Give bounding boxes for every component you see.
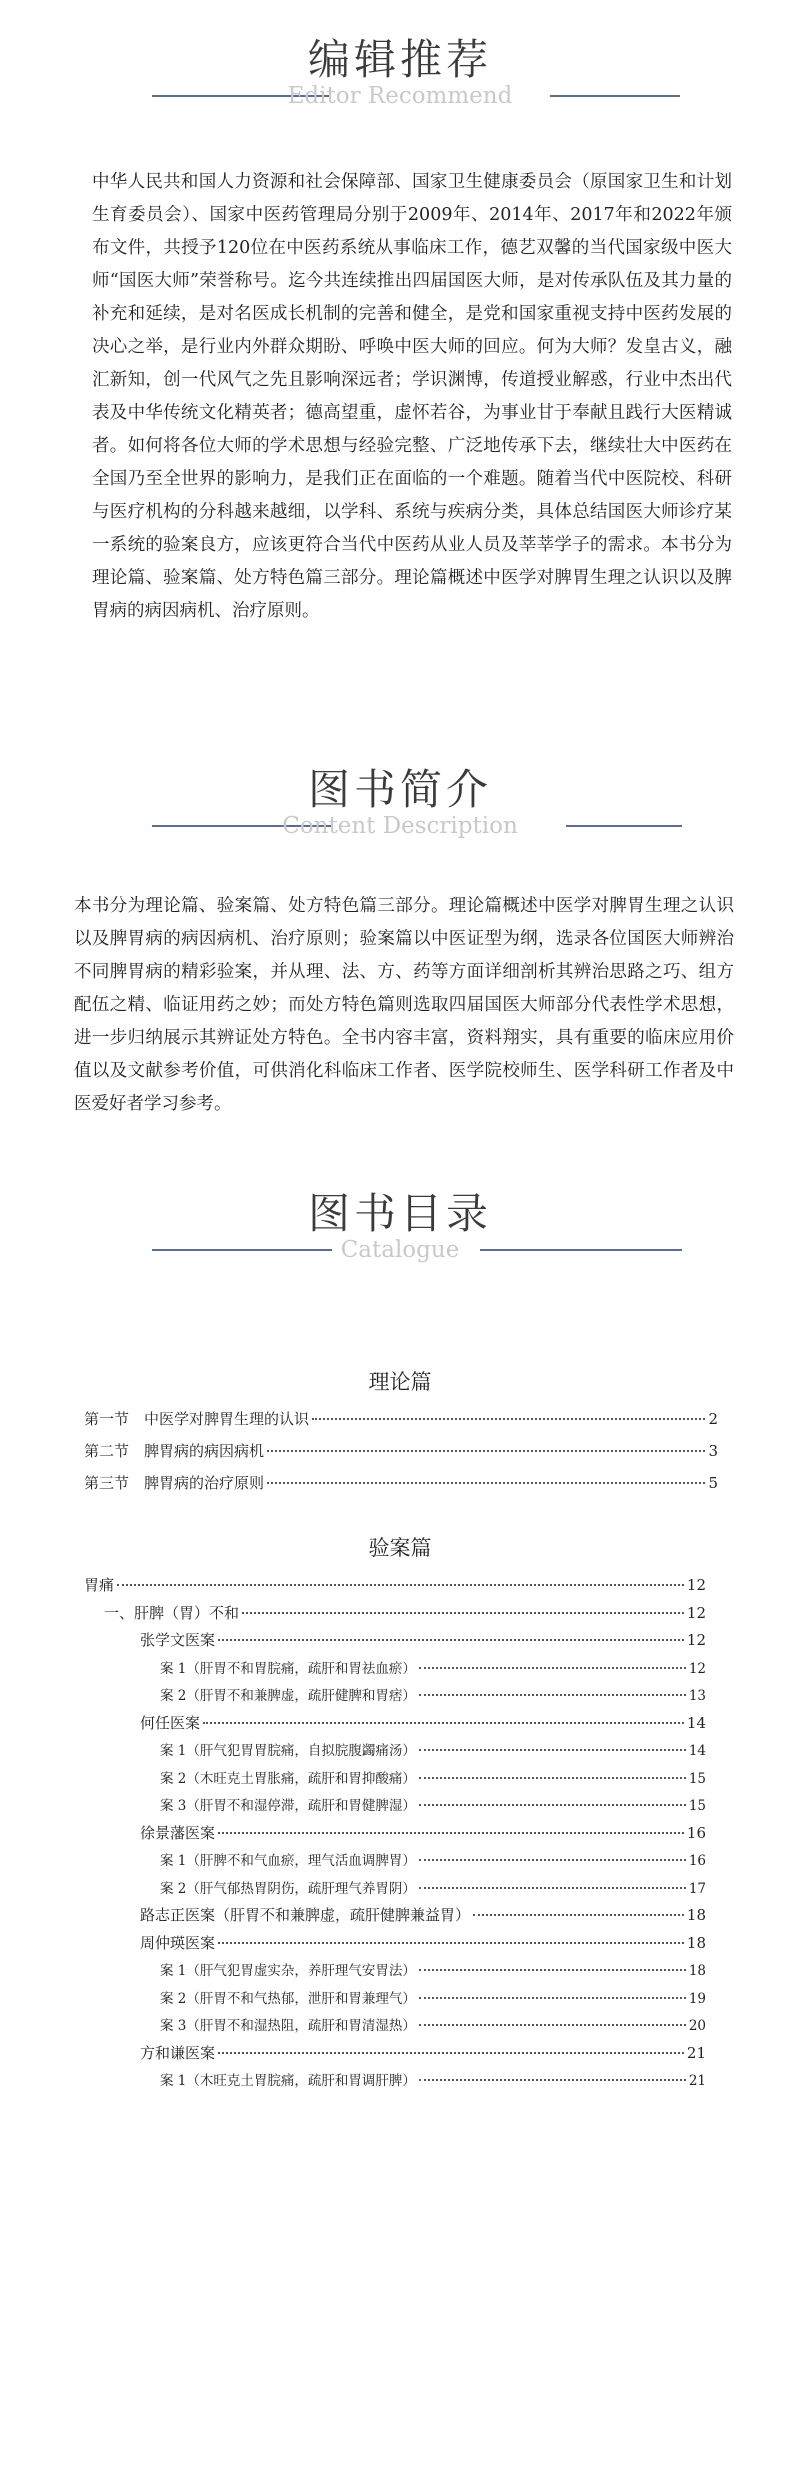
toc-entry[interactable] [104, 1602, 706, 1623]
editor-title: 编辑推荐 [307, 35, 492, 84]
toc-entry[interactable] [140, 1822, 706, 1843]
toc-page-number: 18 [686, 1906, 706, 1924]
catalogue-rule-row [0, 1238, 800, 1262]
toc-page-number: 2 [708, 1410, 718, 1428]
toc-entry-title: 徐景藩医案 [140, 1823, 216, 1842]
toc-page-number: 12 [686, 1631, 706, 1649]
toc-leader-dots [218, 1832, 684, 1834]
toc-leader-dots [419, 1749, 686, 1751]
catalogue-subtitle: Catalogue [340, 1237, 460, 1263]
catalogue-section-header [0, 1190, 800, 1262]
toc-entry[interactable] [160, 1987, 706, 2007]
toc-entry[interactable] [160, 1657, 706, 1677]
toc-leader-dots [203, 1722, 684, 1724]
toc-page-number: 13 [688, 1688, 706, 1704]
toc-leader-dots [419, 1777, 686, 1779]
toc-leader-dots [419, 2024, 686, 2026]
toc-page-number: 19 [688, 1990, 706, 2007]
catalogue-title: 图书目录 [307, 1189, 492, 1238]
toc-entry[interactable] [160, 1849, 706, 1869]
toc-page-number: 18 [686, 1933, 706, 1952]
toc-entry[interactable] [160, 1877, 706, 1897]
toc-leader-dots [419, 2079, 686, 2081]
toc-leader-dots [242, 1612, 684, 1614]
toc-leader-dots [419, 1997, 686, 1999]
toc-entry-title: 案 3（肝胃不和湿热阻，疏肝和胃清湿热） [160, 2018, 416, 2034]
toc-entry[interactable] [84, 1574, 706, 1595]
toc-entry-title: 案 2（木旺克土胃胀痛，疏肝和胃抑酸痛） [160, 1770, 416, 1787]
toc-leader-dots [473, 1914, 684, 1916]
toc-leader-dots [312, 1418, 705, 1420]
toc-page-number: 14 [688, 1743, 706, 1759]
toc-leader-dots [419, 1969, 686, 1971]
toc-entry-title: 胃痛 [84, 1576, 115, 1594]
toc-entry[interactable] [140, 2042, 706, 2063]
toc-entry-title: 一、肝脾（胃）不和 [104, 1603, 240, 1622]
toc-entry-title: 第一节 中医学对脾胃生理的认识 [84, 1410, 310, 1428]
toc-entry-title: 路志正医案（肝胃不和兼脾虚，疏肝健脾兼益胃） [140, 1906, 471, 1924]
toc-entry-title: 周仲瑛医案 [140, 1933, 216, 1952]
intro-title: 图书简介 [307, 765, 492, 814]
theory-heading: 理论篇 [368, 1370, 432, 1394]
intro-section-header [0, 766, 800, 838]
toc-entry-title: 何任医案 [140, 1713, 201, 1732]
toc-entry[interactable] [140, 1932, 706, 1953]
toc-entry-title: 张学文医案 [140, 1631, 216, 1649]
toc-entry-title: 案 2（肝气郁热胃阴伤，疏肝理气养胃阴） [160, 1880, 416, 1897]
intro-rule-right [566, 825, 682, 827]
toc-page-number: 21 [688, 2073, 706, 2089]
toc-entry[interactable] [160, 1959, 706, 1979]
toc-entry[interactable] [160, 1794, 706, 1814]
toc-page-number: 15 [688, 1770, 706, 1787]
toc-entry-title: 案 1（肝气犯胃虚实杂，养肝理气安胃法） [160, 1963, 416, 1979]
toc-leader-dots [419, 1694, 686, 1696]
toc-leader-dots [117, 1584, 684, 1586]
toc-page-number: 15 [688, 1798, 706, 1814]
intro-body: 本书分为理论篇、验案篇、处方特色篇三部分。理论篇概述中医学对脾胃生理之认识以及脾胃病的病因病机、治疗原则；验案篇以中医证型为纲，选录各位国医大师辨治不同脾胃病的精彩验案，并从理、法、方、药等方面详细剖析其辨治思路之巧、组方配伍之精、临证用药之妙；而处方特色篇则选取四届国医大师部分代表性学术思想，进一步归纳展示其辨证处方特色。全书内容丰富，资料翔实，具有重要的临床应用价值以及文献参考价值，可供消化科临床工作者、医学院校师生、医学科研工作者及中医爱好者学习参考。 [74, 896, 734, 1114]
toc-entry-title: 方和谦医案 [140, 2043, 216, 2062]
toc-entry-title: 案 2（肝胃不和兼脾虚，疏肝健脾和胃痞） [160, 1688, 416, 1704]
catalogue-rule-right [480, 1249, 682, 1251]
toc-page-number: 14 [686, 1713, 706, 1732]
toc-entry[interactable] [140, 1904, 706, 1925]
toc-entry[interactable] [160, 1739, 706, 1759]
toc-page-number: 17 [688, 1880, 706, 1897]
editor-body: 中华人民共和国人力资源和社会保障部、国家卫生健康委员会（原国家卫生和计划生育委员会）、国家中医药管理局分别于2009年、2014年、2017年和2022年颁布文件，共授予120位在中医药系统从事临床工作，德艺双馨的当代国家级中医大师“国医大师”荣誉称号。迄今共连续推出四届国医大师，是对传承队伍及其力量的补充和延续，是对名医成长机制的完善和健全，是党和国家重视支持中医药发展的决心之举，是行业内外群众期盼、呼唤中医大师的回应。何为大师？发皇古义，融汇新知，创一代风气之先且影响深远者；学识渊博，传道授业解惑，行业中杰出代表及中华传统文化精英者；德高望重，虚怀若谷，为事业甘于奉献且践行大医精诚者。如何将各位大师的学术思想与经验完整、广泛地传承下去，继续壮大中医药在全国乃至全世界的影响力，是我们正在面临的一个难题。随着当代中医院校、科研与医疗机构的分科越来越细，以学科、系统与疾病分类，具体总结国医大师诊疗某一系统的验案良方，应该更符合当代中医药从业人员及莘莘学子的需求。本书分为理论篇、验案篇、处方特色篇三部分。理论篇概述中医学对脾胃生理之认识以及脾胃病的病因病机、治疗原则。 [92, 172, 732, 621]
toc-entry-title: 案 1（肝脾不和气血瘀，理气活血调脾胃） [160, 1853, 416, 1869]
editor-rule-right [550, 95, 680, 97]
toc-entry[interactable] [84, 1472, 718, 1493]
toc-entry[interactable] [160, 1684, 706, 1704]
toc-page-number: 12 [686, 1576, 706, 1594]
toc-entry-title: 案 1（木旺克土胃脘痛，疏肝和胃调肝脾） [160, 2073, 416, 2089]
toc-entry-title: 案 1（肝胃不和胃脘痛，疏肝和胃祛血瘀） [160, 1660, 416, 1677]
toc-entry-title: 案 2（肝胃不和气热郁，泄肝和胃兼理气） [160, 1990, 416, 2007]
toc-entry[interactable] [160, 2069, 706, 2089]
toc-leader-dots [419, 1887, 686, 1889]
toc-page-number: 21 [686, 2043, 706, 2062]
toc-entry-title: 第三节 脾胃病的治疗原则 [84, 1474, 265, 1492]
toc-entry-title: 案 1（肝气犯胃胃脘痛，自拟脘腹蠲痛汤） [160, 1743, 416, 1759]
toc-leader-dots [218, 1942, 684, 1944]
toc-page-number: 20 [688, 2018, 706, 2034]
toc-leader-dots [267, 1482, 705, 1484]
toc-page-number: 3 [708, 1442, 718, 1460]
toc-leader-dots [419, 1859, 686, 1861]
toc-entry[interactable] [84, 1408, 718, 1429]
editor-section-header [0, 36, 800, 108]
toc-entry-title: 案 3（肝胃不和湿停滞，疏肝和胃健脾湿） [160, 1798, 416, 1814]
toc-page-number: 12 [688, 1660, 706, 1677]
toc-leader-dots [218, 2052, 684, 2054]
cases-heading: 验案篇 [368, 1536, 432, 1560]
intro-subtitle: Content Description [282, 813, 518, 839]
toc-page-number: 16 [686, 1823, 706, 1842]
toc-leader-dots [419, 1667, 686, 1669]
toc-page-number: 12 [686, 1603, 706, 1622]
toc-page-number: 5 [708, 1474, 718, 1492]
toc-leader-dots [218, 1639, 684, 1641]
editor-rule-row [0, 84, 800, 108]
toc-leader-dots [419, 1804, 686, 1806]
toc-entry[interactable] [160, 2014, 706, 2034]
toc-entry-title: 第二节 脾胃病的病因病机 [84, 1442, 265, 1460]
toc-entry[interactable] [160, 1767, 706, 1787]
toc-entry[interactable] [84, 1440, 718, 1461]
toc-page-number: 16 [688, 1853, 706, 1869]
toc-entry[interactable] [140, 1712, 706, 1733]
toc-entry[interactable] [140, 1629, 706, 1650]
editor-subtitle: Editor Recommend [287, 83, 513, 109]
toc-leader-dots [267, 1450, 705, 1452]
toc-page-number: 18 [688, 1963, 706, 1979]
intro-rule-row [0, 814, 800, 838]
